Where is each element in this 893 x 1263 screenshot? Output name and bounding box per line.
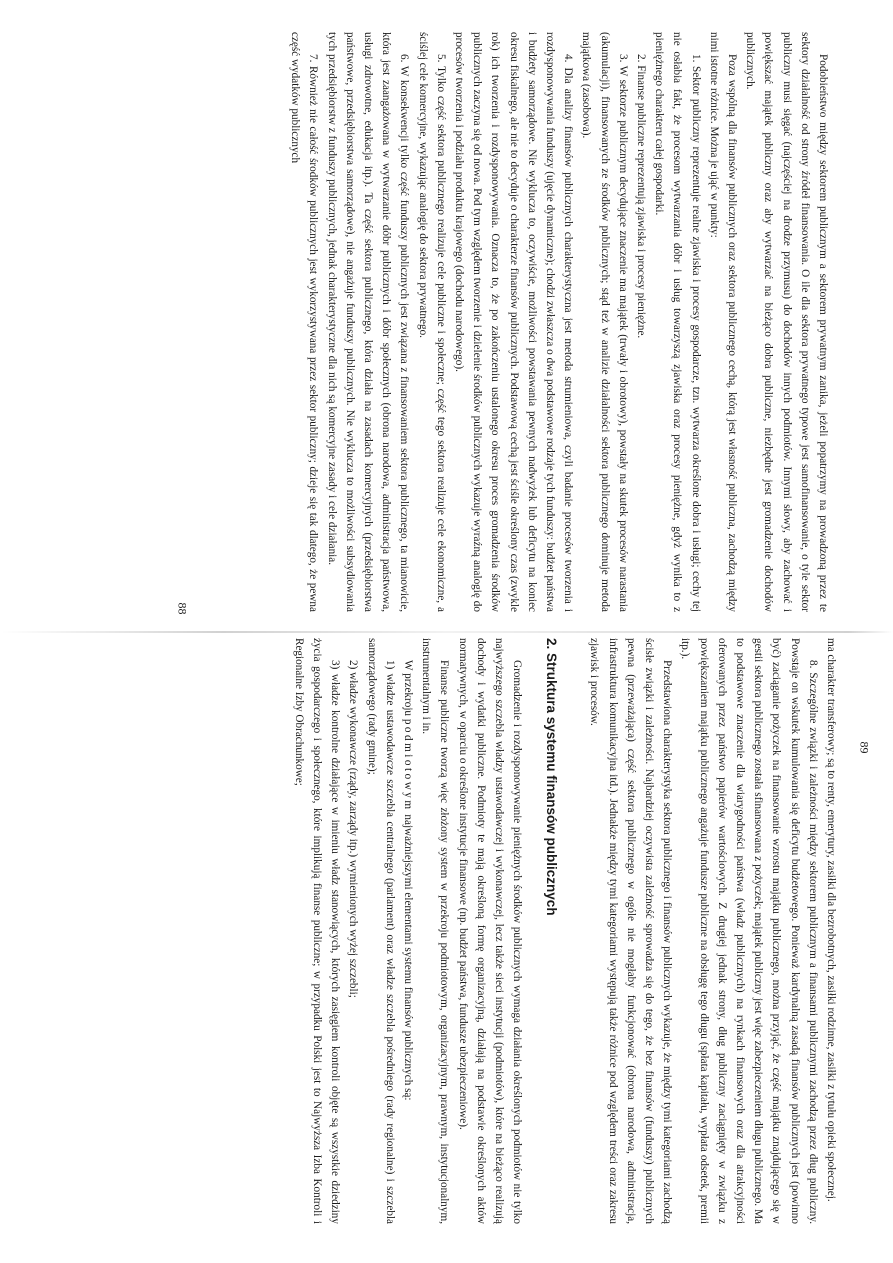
section-heading: 2. Struktura systemu finansów publicznych	[544, 638, 560, 916]
paragraph: Gromadzenie i rozdysponowywanie pieniężnych środków publicznych wymaga działania określonych podmiotów nie tylko najwyższego szczebla władzy ustawodawczej i wykonawczej, lecz także sieci instytucji (podmiotów), które na bieżąco realizują dochody i wydatki publiczne. Podmioty te mają określoną formę organizacyjną, działają na podstawie określonych aktów normatywnych, w oparciu o określone instytucje finansowe (np. budżet państwa, fundusze ubezpieczeniowe).	[456, 638, 524, 1224]
paragraph: Finanse publiczne tworzą więc złożony system w przekroju podmiotowym, organizacyjnym, prawnym, instytucjonalnym, instrumentalnym i in.	[420, 638, 451, 1224]
list-point-3: 3. W sektorze publicznym decydujące znaczenie ma majątek (trwały i obrotowy), powstały na skutek procesów narastania (akumulacji), finansowanych ze środków publicznych; stąd też w analizie działalności sektora publicznego dominuje metoda majątkowa (zasobowa).	[580, 32, 629, 612]
paragraph: Podobieństwo między sektorem publicznym a sektorem prywatnym zanika, jeżeli popatrzymy na prowadzoną przez te sektory działalność od strony źródeł finansowania. O ile dla sektora prywatnego typowe jest samofinansowanie, o tyle sektor publiczny musi sięgać (najczęściej na drodze przymusu) do dochodów innych podmiotów. Innymi słowy, aby zachować i powiększać majątek publiczny oraz aby wytwarzać na bieżąco dobra publiczne, niezbędne jest gromadzenie dochodów publicznych.	[744, 32, 829, 612]
spaced-term: podmiotowym	[401, 718, 414, 812]
text-span: W przekroju	[401, 660, 414, 719]
paragraph: Przedstawiona charakterystyka sektora publicznego i finansów publicznych wykazuje, że między tymi kategoriami zachodzą ścisłe związki i zależności. Najbardziej oczywista zależność sprowadza się do tego, że bez finansów (funduszy) publicznych pewna (przeważająca) część sektora publicznego w ogóle nie mogłaby funkcjonować (obrona narodowa, administracja, infrastruktura komunikacyjna itd.). Jednakże między tymi kategoriami występują także różnice pod względem treści oraz zakresu zjawisk i procesów.	[588, 638, 674, 1224]
right-page-text	[88, 638, 840, 1224]
list-item: 3) władze kontrolne działające w imieniu władz stanowiących, których zasięgiem kontroli objęte są wszystkie dziedziny życia gospodarczego i społecznego, które implikują finanse publiczne; w przypadku Polski jest to Najwyższa Izba Kontroli i Regionalne Izby Obrachunkowe;	[292, 638, 342, 1224]
paragraph: Poza wspólną dla finansów publicznych oraz sektora publicznego cechą, którą jest własność publiczna, zachodzą między nimi istotne różnice. Można je ująć w punkty:	[707, 32, 738, 612]
list-point-1: 1. Sektor publiczny reprezentuje realne zjawiska i procesy gospodarcze, tzn. wytwarza określone dobra i usługi; cechy tej nie osłabia fakt, że procesom wytwarzania dóbr i usług towarzyszą zjawiska oraz procesy pieniężne, gdyż wynika to z pieniężnego charakteru całej gospodarki.	[653, 32, 702, 612]
right-page	[0, 632, 893, 1263]
list-point-4: 4. Dla analizy finansów publicznych charakterystyczna jest metoda strumieniowa, czyli badanie procesów tworzenia i rozdysponowywania funduszy (ujęcie dynamiczne); chodzi zwłaszcza o dwa podstawowe rodzaje tych funduszy: budżet państwa i budżety samorządowe. Nie wyklucza to, oczywiście, możliwości powstawania pewnych nadwyżek lub deficytu na koniec okresu fiskalnego, ale nie to decyduje o charakterze finansów publicznych. Podstawową cechą jest ściśle określony czas (zwykle rok) ich tworzenia i rozdysponowywania. Oznacza to, że po zakończeniu ustalonego okresu proces gromadzenia środków publicznych zaczyna się od nowa. Pod tym względem tworzenie i dzielenie środków publicznych wykazuje wyraźną analogię do procesów tworzenia i podziału produktu krajowego (dochodu narodowego).	[452, 32, 575, 612]
list-point-7: 7. Również nie całość środków publicznych jest wykorzystywana przez sektor publiczny; dzieje się tak dlatego, że pewna część wydatków publicznych	[289, 32, 320, 612]
page-number: 88	[175, 602, 190, 615]
list-item: 2) władze wykonawcze (rządy, zarządy itp.) wymienionych wyżej szczebli;	[347, 660, 360, 998]
list-item: 1) władze ustawodawcze szczebla centralnego (parlament) oraz władze szczebla pośredniego (rady regionalne) i szczebla samorządowego (rady gmine);	[365, 638, 396, 1224]
list-point-5: 5. Tylko część sektora publicznego realizuje cele publiczne i społeczne; część tego sektora realizuje cele ekonomiczne, a ściślej cele komercyjne, wykazując analogię do sektora prywatnego.	[416, 32, 447, 612]
page-number: 89	[857, 741, 872, 754]
left-page-text	[94, 32, 832, 612]
list-point-2: 2. Finanse publiczne reprezentują zjawiska i procesy pieniężne.	[634, 54, 647, 339]
list-point-8: 8. Szczególne związki i zależności między sektorem publicznym a finansami publicznymi zachodzą przez dług publiczny. Powstaje on wskutek kumulowania się deficytu budżetowego. Ponieważ kardynalną zasadą finansów publicznych jest (powinno być) zaciąganie pożyczek na finansowanie wzrostu majątku publicznego, można przyjąć, że część majątku znajdującego się w gestii sektora publicznego została sfinansowana z pożyczek; majątek publiczny jest więc zabezpieczeniem długu publicznego. Ma to podstawowe znaczenie dla wiarygodności państwa (władz publicznych) na rynkach finansowych oraz dla atrakcyjności oferowanych przez państwo papierów wartościowych. Z drugiej jednak strony, dług publiczny zaciągnięty w związku z powiększaniem majątku publicznego angażuje fundusze publiczne na obsługę tego długu (spłata kapitału, wypłata odsetek, premii itp.).	[679, 638, 819, 1224]
paragraph: ma charakter transferowy; są to renty, emerytury, zasiłki dla bezrobotnych, zasiłki rodzinne, zasiłki z tytułu opieki społecznej.	[825, 638, 837, 1202]
text-span: najważniejszymi elementami systemu finansów publicznych są:	[401, 811, 414, 1101]
paragraph	[399, 638, 417, 1224]
list-point-6: 6. W konsekwencji tylko część funduszy publicznych jest związana z finansowaniem sektora publicznego, ta mianowicie, która jest zaangażowana w wytwarzanie dóbr publicznych i dóbr społecznych (obrona narodowa, administracja państwowa, usługi zdrowotne, edukacja itp.). Ta część sektora publicznego, która działa na zasadach komercyjnych (przedsiębiorstwa państwowe, przedsiębiorstwa samorządowe), nie angażuje funduszy publicznych. Nie wyklucza to możliwości subsydiowania tych przedsiębiorstw z funduszy publicznych, jednak charakterystyczne dla nich są komercyjne zasady i cele działania.	[325, 32, 411, 612]
